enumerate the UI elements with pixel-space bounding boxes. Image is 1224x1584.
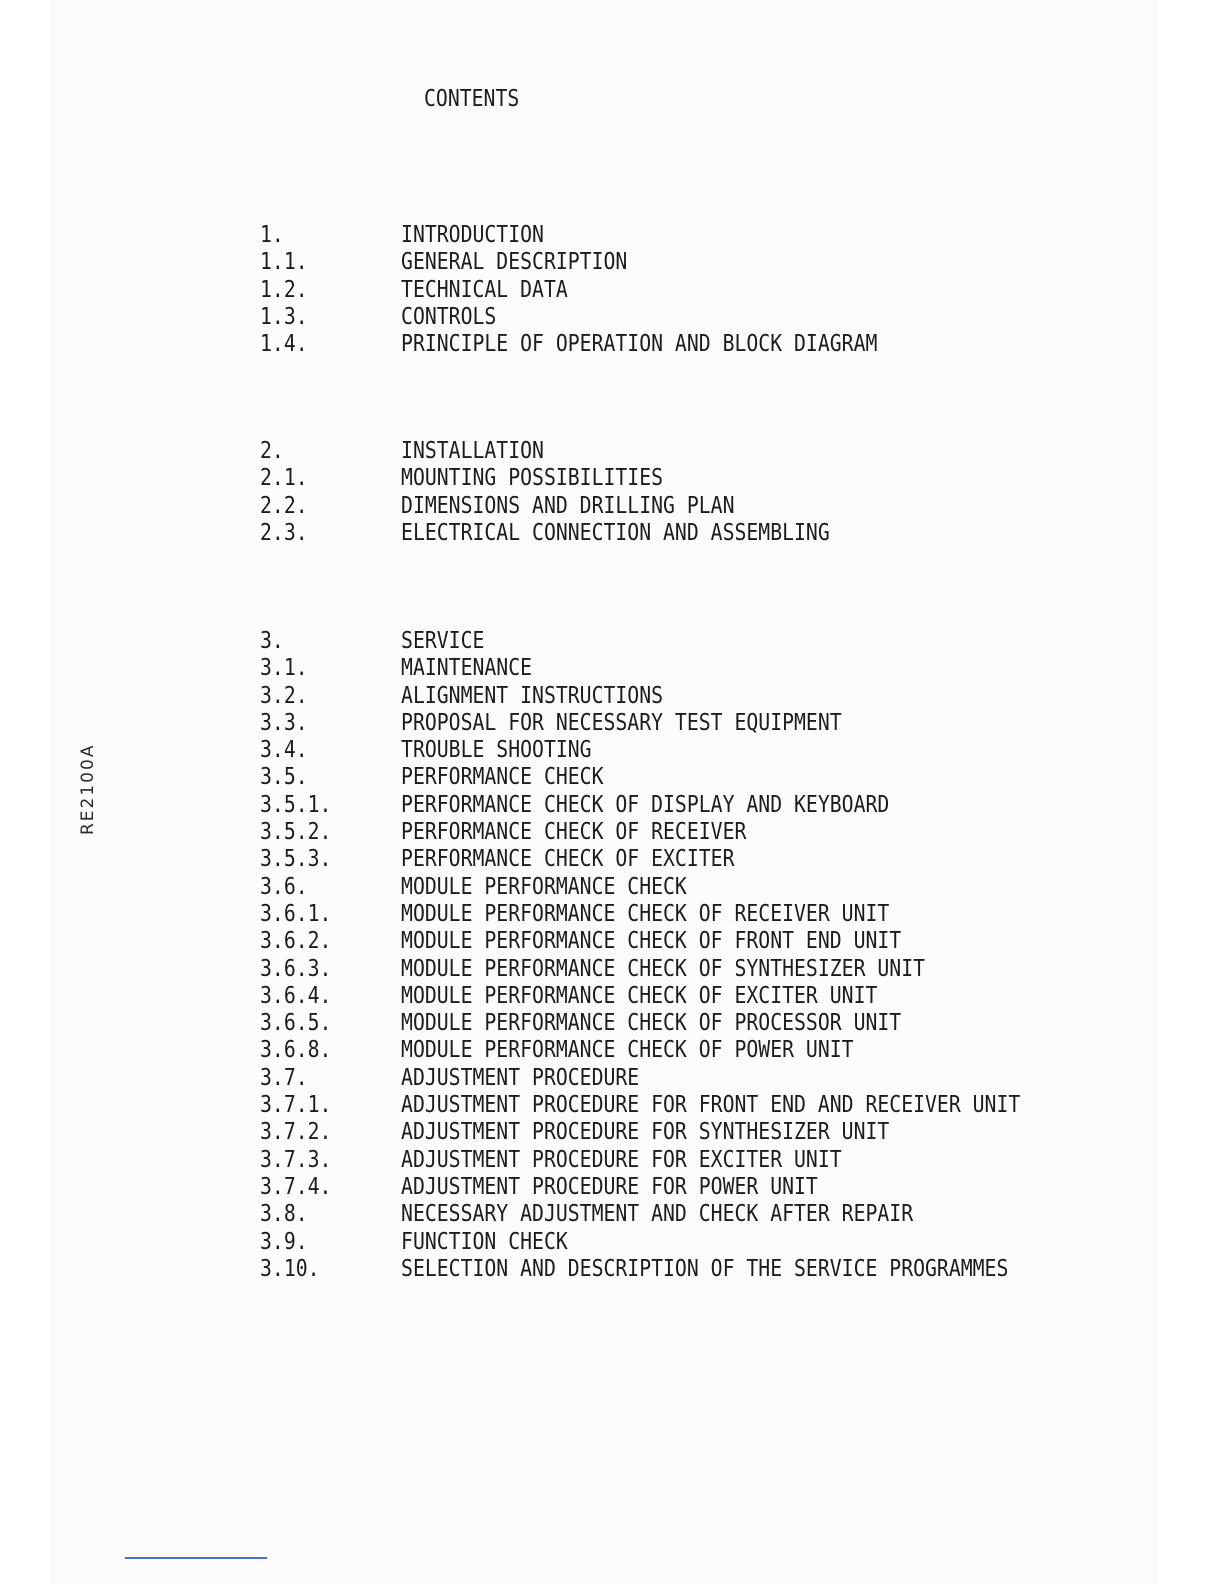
toc-entry-number: 3.6.5.	[260, 1010, 332, 1037]
toc-entry-label: ELECTRICAL CONNECTION AND ASSEMBLING	[401, 519, 830, 546]
toc-entry-number: 3.6.3.	[260, 955, 332, 982]
toc-entry-number: 3.1.	[260, 655, 308, 682]
toc-entry-number: 3.6.8.	[260, 1037, 332, 1064]
toc-entry-number: 1.3.	[260, 303, 308, 330]
toc-entry-label: SELECTION AND DESCRIPTION OF THE SERVICE PROGRAMMES	[401, 1255, 1009, 1282]
toc-entry-label: TECHNICAL DATA	[401, 276, 568, 303]
toc-entry-number: 3.9.	[260, 1228, 308, 1255]
toc-entry-number: 3.7.3.	[260, 1146, 332, 1173]
toc-entry-label: PRINCIPLE OF OPERATION AND BLOCK DIAGRAM	[401, 331, 878, 358]
toc-entry-label: SERVICE	[401, 628, 485, 654]
toc-entry-label: ADJUSTMENT PROCEDURE	[401, 1064, 640, 1091]
toc-entry-number: 3.3.	[260, 709, 308, 736]
toc-entry-label: PERFORMANCE CHECK	[401, 764, 604, 791]
toc-entry-label: ALIGNMENT INSTRUCTIONS	[401, 682, 664, 709]
toc-entry-label: MODULE PERFORMANCE CHECK OF FRONT END UNIT	[401, 928, 902, 955]
toc-entry-label: NECESSARY ADJUSTMENT AND CHECK AFTER REPAIR	[401, 1201, 914, 1228]
margin-document-code: RE2100A	[78, 743, 98, 835]
toc-entry-number: 3.	[260, 628, 284, 654]
toc-entry-number: 3.6.1.	[260, 900, 332, 927]
toc-entry-number: 3.6.2.	[260, 928, 332, 955]
toc-entry-label: FUNCTION CHECK	[401, 1228, 568, 1255]
toc-entry-number: 2.	[260, 438, 284, 464]
toc-entry-label: MOUNTING POSSIBILITIES	[401, 465, 664, 492]
toc-entry-number: 3.10.	[260, 1255, 320, 1282]
toc-entry-number: 3.7.	[260, 1064, 308, 1091]
toc-entry-label: MODULE PERFORMANCE CHECK OF SYNTHESIZER UNIT	[401, 955, 926, 982]
toc-entry-number: 3.2.	[260, 682, 308, 709]
toc-entry-number: 2.2.	[260, 492, 308, 519]
toc-entry-number: 3.7.1.	[260, 1092, 332, 1119]
toc-entry-number: 3.6.	[260, 873, 308, 900]
toc-entry-label: INSTALLATION	[401, 438, 544, 464]
toc-entry-label: MODULE PERFORMANCE CHECK	[401, 873, 687, 900]
toc-entry-number: 3.6.4.	[260, 982, 332, 1009]
toc-entry-label: MODULE PERFORMANCE CHECK OF PROCESSOR UNIT	[401, 1010, 902, 1037]
toc-entry-label: MODULE PERFORMANCE CHECK OF RECEIVER UNIT	[401, 900, 890, 927]
toc-entry-label: PERFORMANCE CHECK OF EXCITER	[401, 846, 735, 873]
toc-entry-number: 1.	[260, 222, 284, 248]
toc-entry-number: 3.5.2.	[260, 819, 332, 846]
toc-entry-number: 3.5.1.	[260, 791, 332, 818]
toc-entry-number: 3.5.3.	[260, 846, 332, 873]
toc-entry-label: ADJUSTMENT PROCEDURE FOR EXCITER UNIT	[401, 1146, 842, 1173]
toc-entry-number: 3.7.4.	[260, 1173, 332, 1200]
toc-entry-label: PERFORMANCE CHECK OF RECEIVER	[401, 819, 747, 846]
toc-entry-number: 3.5.	[260, 764, 308, 791]
toc-entry-label: GENERAL DESCRIPTION	[401, 249, 628, 276]
toc-entry-number: 1.1.	[260, 249, 308, 276]
toc-entry-label: CONTROLS	[401, 303, 497, 330]
toc-entry-label: PERFORMANCE CHECK OF DISPLAY AND KEYBOARD	[401, 791, 890, 818]
toc-entry-label: ADJUSTMENT PROCEDURE FOR POWER UNIT	[401, 1173, 818, 1200]
toc-entry-label: TROUBLE SHOOTING	[401, 737, 592, 764]
toc-entry-number: 2.3.	[260, 519, 308, 546]
toc-entry-number: 3.4.	[260, 737, 308, 764]
toc-entry-number: 1.2.	[260, 276, 308, 303]
page-title: CONTENTS	[424, 86, 520, 112]
toc-entry-label: MODULE PERFORMANCE CHECK OF EXCITER UNIT	[401, 982, 878, 1009]
toc-entry-label: MODULE PERFORMANCE CHECK OF POWER UNIT	[401, 1037, 854, 1064]
toc-entry-label: DIMENSIONS AND DRILLING PLAN	[401, 492, 735, 519]
footer-rule	[125, 1557, 267, 1559]
toc-entry-number: 3.7.2.	[260, 1119, 332, 1146]
toc-entry-number: 3.8.	[260, 1201, 308, 1228]
toc-entry-label: MAINTENANCE	[401, 655, 533, 682]
toc-entry-label: ADJUSTMENT PROCEDURE FOR FRONT END AND RECEIVER UNIT	[401, 1092, 1021, 1119]
toc-entry-label: INTRODUCTION	[401, 222, 544, 248]
toc-entry-label: PROPOSAL FOR NECESSARY TEST EQUIPMENT	[401, 709, 842, 736]
toc-entry-number: 1.4.	[260, 331, 308, 358]
toc-entry-label: ADJUSTMENT PROCEDURE FOR SYNTHESIZER UNIT	[401, 1119, 890, 1146]
toc-entry-number: 2.1.	[260, 465, 308, 492]
